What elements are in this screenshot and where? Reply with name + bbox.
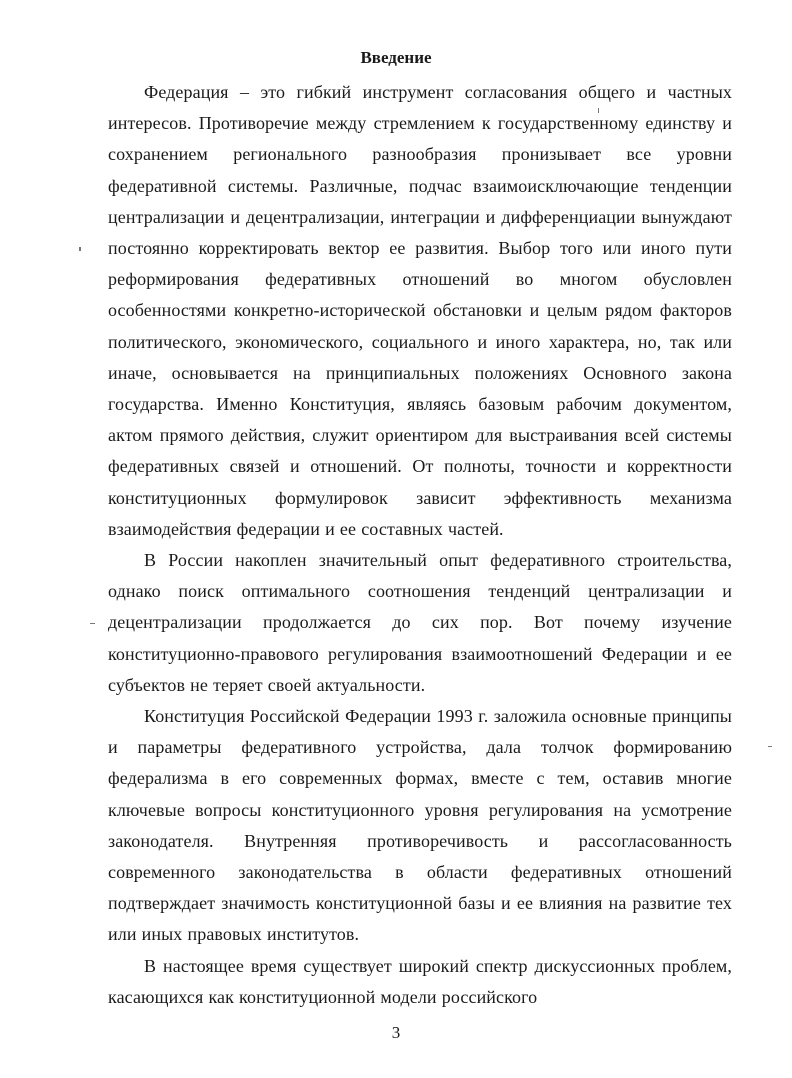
page-number: 3 <box>391 1023 401 1042</box>
scan-speck <box>598 108 599 113</box>
paragraph-4: В настоящее время существует широкий спектр дискуссионных проблем, касающихся как конституционной модели российского <box>108 955 732 1007</box>
scan-speck <box>90 623 95 624</box>
paragraph-1: Федерация – это гибкий инструмент согласования общего и частных интересов. Противоречие между стремлением к государственному единству и сохранением регионального разнообразия пронизывает все уровни федеративной системы. Различные, подчас взаимоисключающие тенденции централизации и децентрализации, интеграции и дифференциации вынуждают постоянно корректировать вектор ее развития. Выбор того или иного пути реформирования федеративных отношений во многом обусловлен особенностями конкретно-исторической обстановки и целым рядом факторов политического, экономического, социального и иного характера, но, так или иначе, основывается на принципиальных положениях Основного закона государства. Именно Конституция, являясь базовым рабочим документом, актом прямого действия, служит ориентиром для выстраивания всей системы федеративных связей и отношений. От полноты, точности и корректности конституционных формулировок зависит эффективность механизма взаимодействия федерации и ее составных частей. <box>108 82 732 539</box>
body-text <box>108 77 732 1013</box>
section-title: Введение <box>360 48 432 67</box>
scan-speck <box>79 247 81 251</box>
paragraph-2: В России накоплен значительный опыт федеративного строительства, однако поиск оптимального соотношения тенденций централизации и децентрализации продолжается до сих пор. Вот почему изучение конституционно-правового регулирования взаимоотношений Федерации и ее субъектов не теряет своей актуальности. <box>108 550 732 695</box>
paragraph-3: Конституция Российской Федерации 1993 г. заложила основные принципы и параметры федеративного устройства, дала толчок формированию федерализма в его современных формах, вместе с тем, оставив многие ключевые вопросы конституционного уровня регулирования на усмотрение законодателя. Внутренняя противоречивость и рассогласованность современного законодательства в области федеративных отношений подтверждает значимость конституционной базы и ее влияния на развитие тех или иных правовых институтов. <box>108 706 732 945</box>
scan-speck <box>768 746 772 747</box>
